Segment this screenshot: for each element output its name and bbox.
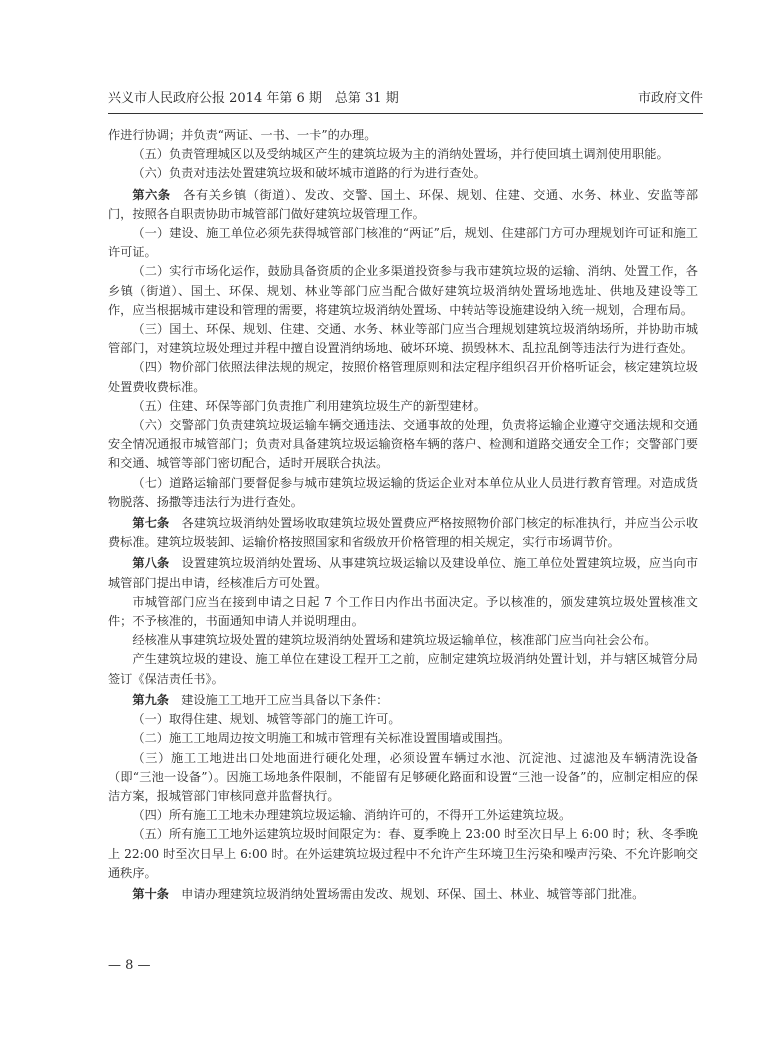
paragraph-text: （三）施工工地进出口处地面进行硬化处理，必须设置车辆过水池、沉淀池、过滤池及车辆清洗设备（即“三池一设备”）。因施工场地条件限制，不能留有足够硬化路面和设置“三池一设备”的，应制定相应的保洁方案，报城管部门审核同意并监督执行。 — [108, 750, 698, 803]
paragraph-text: 作进行协调；并负责“两证、一书、一卡”的办理。 — [108, 128, 377, 142]
paragraph-text: （七）道路运输部门要督促参与城市建筑垃圾运输的货运企业对本单位从业人员进行教育管理。对造成货物脱落、扬撒等违法行为进行查处。 — [108, 475, 698, 509]
paragraph-text: 申请办理建筑垃圾消纳处置场需由发改、规划、环保、国土、林业、城管等部门批准。 — [168, 886, 645, 901]
paragraph-text: 各有关乡镇（街道）、发改、交警、国土、环保、规划、住建、交通、水务、林业、安监等部门，按照各自职责协助市城管部门做好建筑垃圾管理工作。 — [108, 187, 699, 221]
paragraph-text: 建设施工工地开工应当具备以下条件： — [168, 692, 389, 707]
article-number: 第九条 — [132, 692, 169, 707]
paragraph — [108, 262, 698, 320]
paragraph — [108, 145, 698, 164]
paragraph-text: 产生建筑垃圾的建设、施工单位在建设工程开工之前，应制定建筑垃圾消纳处置计划，并与辖区城管分局签订《保洁责任书》。 — [108, 652, 698, 686]
paragraph-text: （二）实行市场化运作，鼓励具备资质的企业多渠道投资参与我市建筑垃圾的运输、消纳、处置工作，各乡镇（街道）、国土、环保、规划、林业等部门应当配合做好建筑垃圾消纳处置场地选址、供地及建设等工作，应当根据城市建设和管理的需要，将建筑垃圾消纳处置场、中转站等设施建设纳入统一规划，合理布局。 — [108, 264, 698, 317]
article-number: 第八条 — [132, 556, 170, 571]
paragraph — [108, 320, 698, 358]
article-paragraph — [108, 885, 698, 904]
article-paragraph — [108, 514, 698, 552]
paragraph-text: 设置建筑垃圾消纳处置场、从事建筑垃圾运输以及建设单位、施工单位处置建筑垃圾，应当向市城管部门提出申请，经核准后方可处置。 — [108, 556, 699, 590]
paragraph — [108, 749, 698, 807]
paragraph — [108, 650, 698, 688]
article-number: 第六条 — [132, 187, 171, 202]
paragraph — [108, 631, 698, 650]
paragraph-text: 经核准从事建筑垃圾处置的建筑垃圾消纳处置场和建筑垃圾运输单位，核准部门应当向社会公布。 — [132, 633, 657, 648]
paragraph-text: （四）物价部门依照法律法规的规定，按照价格管理原则和法定程序组织召开价格听证会，核定建筑垃圾处置费收费标准。 — [108, 360, 698, 394]
article-paragraph — [108, 186, 698, 224]
paragraph-text: 市城管部门应当在接到申请之日起 7 个工作日内作出书面决定。予以核准的，颁发建筑垃圾处置核准文件；不予核准的，书面通知申请人并说明理由。 — [108, 594, 698, 629]
paragraph-text: （五）所有施工工地外运建筑垃圾时间限定为：春、夏季晚上 23:00 时至次日早上 6:00 时；秋、冬季晚上 22:00 时至次日早上 6:00 时。在外运建筑垃圾过程中不允许产生环境卫生污染和噪声污染、不允许影响交通秩序。 — [108, 827, 698, 880]
header-divider — [108, 113, 703, 114]
paragraph-text: （六）负责对违法处置建筑垃圾和破坏城市道路的行为进行查处。 — [132, 166, 486, 181]
paragraph-text: （五）负责管理城区以及受纳城区产生的建筑垃圾为主的消纳处置场，并行使回填土调剂使用职能。 — [132, 147, 669, 162]
article-number: 第七条 — [132, 516, 170, 531]
paragraph-text: （二）施工工地周边按文明施工和城市管理有关标准设置围墙或围挡。 — [132, 731, 511, 746]
paragraph-text: 各建筑垃圾消纳处置场收取建筑垃圾处置费应严格按照物价部门核定的标准执行，并应当公示收费标准。建筑垃圾装卸、运输价格按照国家和省级放开价格管理的相关规定，实行市场调节价。 — [108, 516, 699, 550]
paragraph-text: （五）住建、环保等部门负责推广利用建筑垃圾生产的新型建材。 — [132, 398, 486, 413]
paragraph — [108, 416, 698, 474]
page-number: — 8 — — [108, 958, 151, 973]
paragraph — [108, 729, 698, 748]
paragraph — [108, 397, 698, 416]
paragraph-text: （六）交警部门负责建筑垃圾运输车辆交通违法、交通事故的处理，负责将运输企业遵守交通法规和交通安全情况通报市城管部门；负责对具备建筑垃圾运输资格车辆的落户、检测和道路交通安全工作；交警部门要和交通、城管等部门密切配合，适时开展联合执法。 — [108, 418, 698, 471]
header-section: 市政府文件 — [637, 91, 703, 106]
article-paragraph — [108, 691, 698, 710]
paragraph — [108, 126, 698, 145]
paragraph — [108, 593, 698, 631]
article-paragraph — [108, 554, 698, 592]
paragraph — [108, 474, 698, 512]
paragraph — [108, 806, 698, 825]
document-body — [108, 126, 698, 904]
paragraph — [108, 358, 698, 396]
paragraph-text: （一）取得住建、规划、城管等部门的施工许可。 — [132, 712, 401, 727]
paragraph-text: （一）建设、施工单位必须先获得城管部门核准的“两证”后，规划、住建部门方可办理规划许可证和施工许可证。 — [108, 226, 698, 260]
paragraph — [108, 164, 698, 183]
paragraph — [108, 224, 698, 262]
paragraph — [108, 710, 698, 729]
paragraph-text: （四）所有施工工地未办理建筑垃圾运输、消纳许可的，不得开工外运建筑垃圾。 — [132, 808, 572, 823]
paragraph — [108, 825, 698, 883]
running-header — [108, 90, 703, 108]
paragraph-text: （三）国土、环保、规划、住建、交通、水务、林业等部门应当合理规划建筑垃圾消纳场所，并协助市城管部门，对建筑垃圾处理过并程中擅自设置消纳场地、破坏环境、损毁林木、乱拉乱倒等违法行为进行查处。 — [108, 322, 698, 356]
article-number: 第十条 — [132, 886, 169, 901]
header-publication: 兴义市人民政府公报 2014 年第 6 期 总第 31 期 — [108, 91, 399, 106]
